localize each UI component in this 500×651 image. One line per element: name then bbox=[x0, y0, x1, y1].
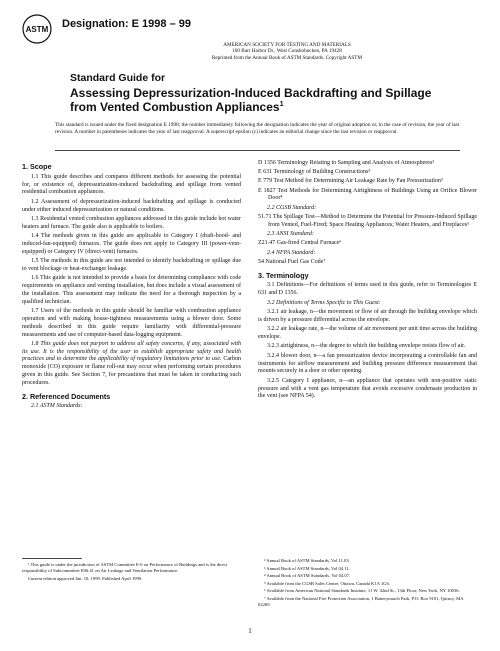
terminology-paragraph: 3.2 Definitions of Terms Specific to This Guest: bbox=[267, 299, 381, 306]
footnote: ³ Annual Book of ASTM Standards, Vol 04.11. bbox=[264, 565, 350, 571]
society-line: AMERICAN SOCIETY FOR TESTING AND MATERIALS bbox=[223, 42, 351, 48]
society-block bbox=[172, 42, 402, 61]
scope-paragraph: 1.4 The methods given in this guide are applicable to Category I (draft-hood- and induced-fan-equipped) furnaces. The guide does not apply to Category III (power-vent-equipped) or Category IV (direct-vent) furnaces. bbox=[22, 233, 241, 255]
document-title-text: Assessing Depressurization-Induced Backdrafting and Spillage from Vented Combustion Appliances bbox=[70, 86, 432, 114]
title-prefix: Standard Guide for bbox=[70, 72, 166, 84]
cgsb-heading: 2.2 CGSB Standard: bbox=[267, 204, 317, 211]
scope-paragraph: 1.3 Residential vented combustion appliances addressed in this guide include hot water heaters and furnace. The guide also is applicable to boilers. bbox=[22, 215, 241, 230]
footnote: ¹ This guide is under the jurisdiction of ASTM Committee E-6 on Performance of Buildings and is the direct responsibility of Subcommittee E06.41 on Air Leakage and Ventilation Performance. bbox=[22, 562, 228, 573]
terminology-paragraph: 3.2.1 air leakage, n—the movement or flow of air through the building envelope which is driven by a pressure differential across the envelope. bbox=[258, 309, 477, 323]
reference-item: E 779 Test Method for Determining Air Leakage Rate by Fan Pressurization³ bbox=[258, 178, 443, 185]
scope-paragraph: 1.1 This guide describes and compares different methods for assessing the potential for, or existence of, depressurization-induced backdrafting and spillage from vented residential combustion appliances. bbox=[22, 173, 241, 196]
designation: Designation: E 1998 – 99 bbox=[62, 18, 191, 30]
right-column bbox=[258, 160, 477, 530]
footnote-divider bbox=[22, 558, 82, 559]
footnotes-left bbox=[22, 558, 240, 583]
scope-heading: 1. Scope bbox=[22, 162, 52, 171]
footnote: ⁴ Annual Book of ASTM Standards, Vol 04.07. bbox=[264, 573, 351, 578]
terminology-heading: 3. Terminology bbox=[258, 270, 309, 280]
scope-paragraph: 1.6 This guide is not intended to provide a basis for determining compliance with code requirements on appliance and venting installation, but does include a visual assessment of the installation. This assessment may indicate the need for a thorough inspection by a qualified technician. bbox=[22, 275, 241, 305]
refdocs-subheading: 2.1 ASTM Standards: bbox=[31, 403, 83, 410]
page-number: 1 bbox=[248, 627, 252, 635]
terminology-paragraph: 3.2.5 Category I appliance, n—an appliance that operates with non-positive static pressure and with a vent gas temperature that avoids excessive condensate production in the vent (see NFPA 54). bbox=[258, 377, 477, 400]
reference-item: E 1827 Test Methods for Determining Airtightness of Buildings Using an Orifice Blower Door⁴ bbox=[258, 187, 477, 202]
safety-caveat: 1.8 This guide does not purport to address all safety concerns, if any, associated with its use. It is the responsibility of the user to establish appropriate safety and health practices and to determine the applicability of regulatory limitations prior to use. bbox=[22, 340, 241, 363]
reference-item: D 1356 Terminology Relating to Sampling and Analysis of Atmospheres² bbox=[258, 160, 435, 166]
title-block bbox=[70, 72, 450, 114]
svg-text:ASTM: ASTM bbox=[25, 25, 49, 34]
reference-item: E 631 Terminology of Building Constructions³ bbox=[258, 169, 371, 176]
astm-logo-icon bbox=[22, 14, 52, 44]
scope-paragraph: 1.7 Users of the methods in this guide should be familiar with combustion appliance operation and with making house-tightness measurements using a blower door. Some methods described in this guide require familiarity with differential-pressure measurements and use of computer-based data-logging equipment. bbox=[22, 308, 241, 338]
footnote: Current edition approved Jan. 10, 1999. Published April 1999. bbox=[28, 575, 143, 581]
document-title bbox=[70, 86, 450, 114]
notice-divider bbox=[55, 150, 460, 151]
nfpa-heading: 2.4 NFPA Standard: bbox=[267, 249, 316, 256]
title-footnote-marker: 1 bbox=[279, 99, 284, 108]
reference-item: 51.71 The Spillage Test—Method to Determine the Potential for Pressure-Induced Spillage from Vented, Fuel-Fired; Space Heating Appliances; Water Heaters, and Fireplaces⁵ bbox=[258, 213, 477, 228]
ansi-heading: 2.3 ANSI Standard: bbox=[267, 230, 314, 237]
terminology-paragraph: 3.2.4 blower door, n—a fan pressurization device incorporating a controllable fan and instruments for airflow measurement and building pressure difference measurement that mounts securely in a door or other opening. bbox=[258, 352, 477, 375]
terminology-paragraph: 3.2.3 airtightness, n—the degree to which the building envelope resists flow of air. bbox=[267, 343, 466, 350]
safety-caveat-tail: Carbon monoxide (CO) exposure or flame roll-out may occur when performing certain procedures given in this guide. See Section 7, for precautions that must be taken in conducting such procedures. bbox=[22, 356, 241, 386]
footnote: ⁵ Available from the CGSB Sales Centre, Ottawa, Canada K1A 1G6. bbox=[264, 580, 390, 586]
terminology-paragraph: 3.1 Definitions—For definitions of terms used in this guide, refer to Terminologies E 631 and D 1356. bbox=[258, 282, 477, 297]
footnotes-right bbox=[258, 558, 477, 609]
society-line: 100 Barr Harbor Dr., West Conshohocken, PA 19428 bbox=[232, 48, 342, 55]
reference-item: Z21.47 Gas-fired Central Furnace⁶ bbox=[258, 240, 342, 247]
footnote: ² Annual Book of ASTM Standards, Vol 11.03. bbox=[264, 558, 350, 563]
document-header bbox=[22, 14, 478, 62]
scope-paragraph: 1.5 The methods in this guide are not intended to identify backdrafting or spillage due to vent blockage or heat-exchanger leakage. bbox=[22, 258, 241, 272]
society-line: Reprinted from the Annual Book of ASTM Standards. Copyright ASTM bbox=[211, 54, 363, 61]
scope-paragraph: 1.2 Assessment of depressurization-induced backdrafting and spillage is conducted under either induced depressurization or natural conditions. bbox=[22, 198, 241, 213]
terminology-paragraph: 3.2.2 air leakage rate, n—the volume of air movement per unit time across the building envelope. bbox=[258, 326, 477, 341]
refdocs-heading: 2. Referenced Documents bbox=[22, 391, 111, 401]
footnote: ⁷ Available from the National Fire Protection Association, 1 Batterymarch Park, P.O. Box 9101, Quincy, MA 02269. bbox=[258, 595, 464, 607]
standard-notice: This standard is issued under the fixed designation E 1998; the number immediately following the designation indicates the year of original adoption or, in the case of revision, the year of last revision. A number in parentheses indicates the year of last reapproval. A superscript epsilon (ε) indicates an editorial change since the last revision or reapproval. bbox=[55, 122, 460, 135]
reference-item: 54 National Fuel Gas Code⁷ bbox=[258, 258, 326, 265]
left-column bbox=[22, 160, 241, 530]
footnote: ⁶ Available from American National Standards Institute, 11 W. 42nd St., 13th Floor, New York, NY 10036. bbox=[264, 588, 460, 593]
scope-safety-paragraph bbox=[22, 341, 241, 388]
